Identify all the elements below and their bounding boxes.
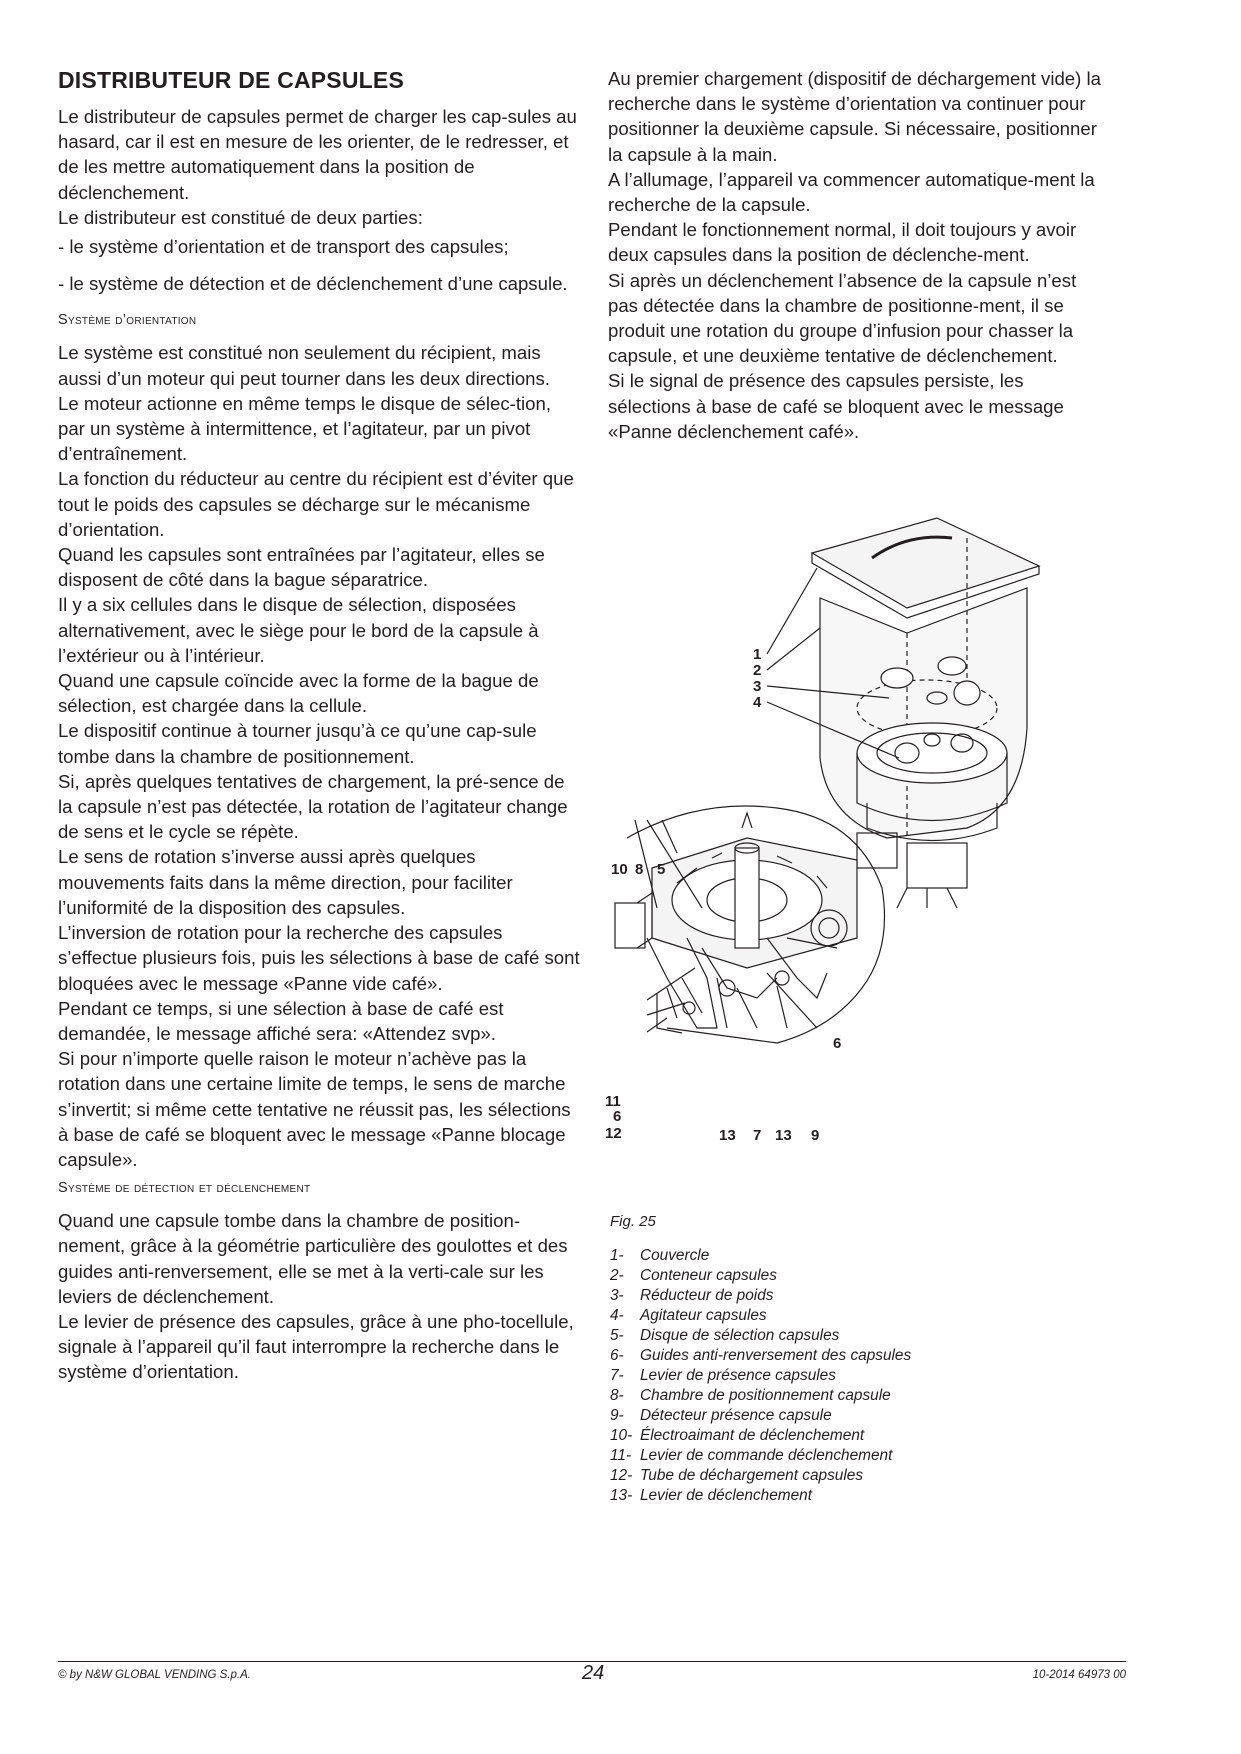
legend-item (610, 1246, 911, 1266)
callout-6-left: 6 (613, 1108, 622, 1125)
legend-label: Guides anti-renversement des capsules (640, 1347, 912, 1364)
figure-legend (610, 1246, 911, 1506)
paragraph: La fonction du réducteur au centre du récipient est d’éviter que tout le poids des capsules se décharge sur le mécanisme d’orientation. (58, 468, 574, 540)
legend-number: 12- (610, 1467, 633, 1484)
paragraph: Le sens de rotation s’inverse aussi après quelques mouvements faits dans la même direction, pour faciliter l’uniformité de la disposition des capsules. (58, 846, 513, 918)
callout-1: 1 (753, 646, 762, 663)
paragraph: Si, après quelques tentatives de chargement, la pré-sence de la capsule n’est pas détectée, la rotation de l’agitateur change de sens et le cycle se répète. (58, 770, 568, 843)
paragraph: Le moteur actionne en même temps le disque de sélec-tion, par un système à intermittence, et l’agitateur, par un pivot d’entraînement. (58, 392, 552, 465)
paragraph: Il y a six cellules dans le disque de sélection, disposées alternativement, avec le siège pour le bord de la capsule à l’extérieur ou à l’intérieur. (58, 594, 539, 666)
paragraph: Le levier de présence des capsules, grâce à une pho-tocellule, signale à l’appareil qu’il faut interrompre la recherche dans le système d’orientation. (58, 1310, 574, 1383)
legend-label: Détecteur présence capsule (640, 1407, 832, 1424)
callout-10: 10 (611, 861, 628, 878)
section-heading-detection: Système de détection et déclenchement (58, 1180, 311, 1197)
legend-item (610, 1306, 911, 1326)
list-item: - le système d’orientation et de transport des capsules; (58, 236, 509, 258)
page-number: 24 (582, 1662, 605, 1684)
legend-label: Levier de déclenchement (640, 1487, 812, 1504)
legend-number: 8- (610, 1387, 624, 1404)
callout-7: 7 (753, 1127, 762, 1144)
footer-copyright: © by N&W GLOBAL VENDING S.p.A. (58, 1669, 251, 1681)
callout-2: 2 (753, 662, 762, 679)
legend-item (610, 1366, 911, 1386)
figure-caption: Fig. 25 (610, 1213, 656, 1230)
list-item: - le système de détection et de déclenchement d’une capsule. (58, 273, 568, 295)
callout-13-first: 13 (719, 1127, 736, 1144)
legend-number: 9- (610, 1407, 624, 1424)
callout-6-right: 6 (833, 1035, 842, 1052)
legend-item (610, 1486, 911, 1506)
paragraph: Quand une capsule tombe dans la chambre de position-nement, grâce à la géométrie particulière des goulottes et des guides anti-renversement, elle se met à la verti-cale sur les leviers de déclenchement. (58, 1210, 568, 1307)
legend-item (610, 1426, 911, 1446)
paragraph: Le dispositif continue à tourner jusqu’à ce qu’une cap-sule tombe dans la chambre de positionnement. (58, 720, 537, 767)
right-column (608, 66, 1108, 444)
paragraph: Si le signal de présence des capsules persiste, les sélections à base de café se bloquent avec le message «Panne déclenchement café». (608, 370, 1064, 442)
legend-label: Électroaimant de déclenchement (640, 1427, 865, 1444)
legend-item (610, 1466, 911, 1486)
legend-item (610, 1386, 911, 1406)
callout-8: 8 (635, 861, 644, 878)
paragraph: Au premier chargement (dispositif de déchargement vide) la recherche dans le système d’orientation va continuer pour positionner la deuxième capsule. Si nécessaire, positionner la capsule à la main. (608, 68, 1101, 165)
paragraph: Quand une capsule coïncide avec la forme de la bague de sélection, est chargée dans la cellule. (58, 670, 539, 717)
paragraph: Si pour n’importe quelle raison le moteur n’achève pas la rotation dans une certaine limite de temps, le sens de marche s’invertit; si même cette tentative ne réussit pas, les sélections à base de café se bloquent avec le message «Panne blocage capsule». (58, 1048, 571, 1170)
callout-13-second: 13 (775, 1127, 792, 1144)
callout-9: 9 (811, 1127, 820, 1144)
intro-paragraph: Le distributeur de capsules permet de charger les cap-sules au hasard, car il est en mesure de les orienter, de le redresser, et de les mettre automatiquement dans la position de déclenchement. (58, 106, 577, 203)
paragraph: Pendant le fonctionnement normal, il doit toujours y avoir deux capsules dans la position de déclenche-ment. (608, 219, 1077, 266)
legend-label: Chambre de positionnement capsule (640, 1387, 891, 1404)
paragraph: Pendant ce temps, si une sélection à base de café est demandée, le message affiché sera: «Attendez svp». (58, 997, 504, 1044)
callout-4: 4 (753, 694, 762, 711)
legend-label: Réducteur de poids (640, 1287, 774, 1304)
callout-12: 12 (605, 1125, 622, 1142)
legend-item (610, 1446, 911, 1466)
paragraph: L’inversion de rotation pour la recherche des capsules s’effectue plusieurs fois, puis les sélections à base de café sont bloquées avec le message «Panne vide café». (58, 922, 580, 994)
legend-number: 1- (610, 1247, 624, 1264)
left-column (58, 64, 580, 1385)
paragraph: Quand les capsules sont entraînées par l’agitateur, elles se disposent de côté dans la bague séparatrice. (58, 544, 545, 591)
legend-label: Disque de sélection capsules (640, 1327, 840, 1344)
legend-item (610, 1326, 911, 1346)
legend-number: 5- (610, 1327, 624, 1344)
capsule-dispenser-illustration (607, 508, 1127, 1168)
intro-paragraph-2: Le distributeur est constitué de deux parties: (58, 206, 423, 228)
legend-item (610, 1346, 911, 1366)
legend-number: 11- (610, 1447, 632, 1464)
legend-number: 3- (610, 1287, 624, 1304)
paragraph: A l’allumage, l’appareil va commencer automatique-ment la recherche de la capsule. (608, 168, 1095, 216)
legend-label: Agitateur capsules (640, 1307, 767, 1324)
page-title: DISTRIBUTEUR DE CAPSULES (58, 67, 404, 93)
legend-item (610, 1406, 911, 1426)
callout-5: 5 (657, 861, 666, 878)
legend-label: Tube de déchargement capsules (640, 1467, 864, 1484)
paragraph: Si après un déclenchement l’absence de la capsule n’est pas détectée dans la chambre de positionne-ment, il se produit une rotation du groupe d’infusion pour chasser la capsule, et une deuxième tentative de déclenchement. (608, 269, 1077, 367)
paragraph: Le système est constitué non seulement du récipient, mais aussi d’un moteur qui peut tourner dans les deux directions. (58, 342, 550, 389)
section-heading-orientation: Système d’orientation (58, 312, 197, 329)
legend-number: 7- (610, 1367, 624, 1384)
legend-label: Couvercle (640, 1247, 710, 1264)
callout-3: 3 (753, 678, 762, 695)
legend-label: Levier de commande déclenchement (640, 1447, 893, 1464)
legend-number: 4- (610, 1307, 624, 1324)
legend-number: 2- (610, 1267, 624, 1284)
legend-item (610, 1266, 911, 1286)
callout-11: 11 (605, 1093, 621, 1110)
legend-item (610, 1286, 911, 1306)
legend-number: 10- (610, 1427, 633, 1444)
legend-number: 13- (610, 1487, 633, 1504)
legend-number: 6- (610, 1347, 624, 1364)
legend-label: Conteneur capsules (640, 1267, 777, 1284)
document-code: 10-2014 64973 00 (1032, 1669, 1126, 1681)
legend-label: Levier de présence capsules (640, 1367, 836, 1384)
